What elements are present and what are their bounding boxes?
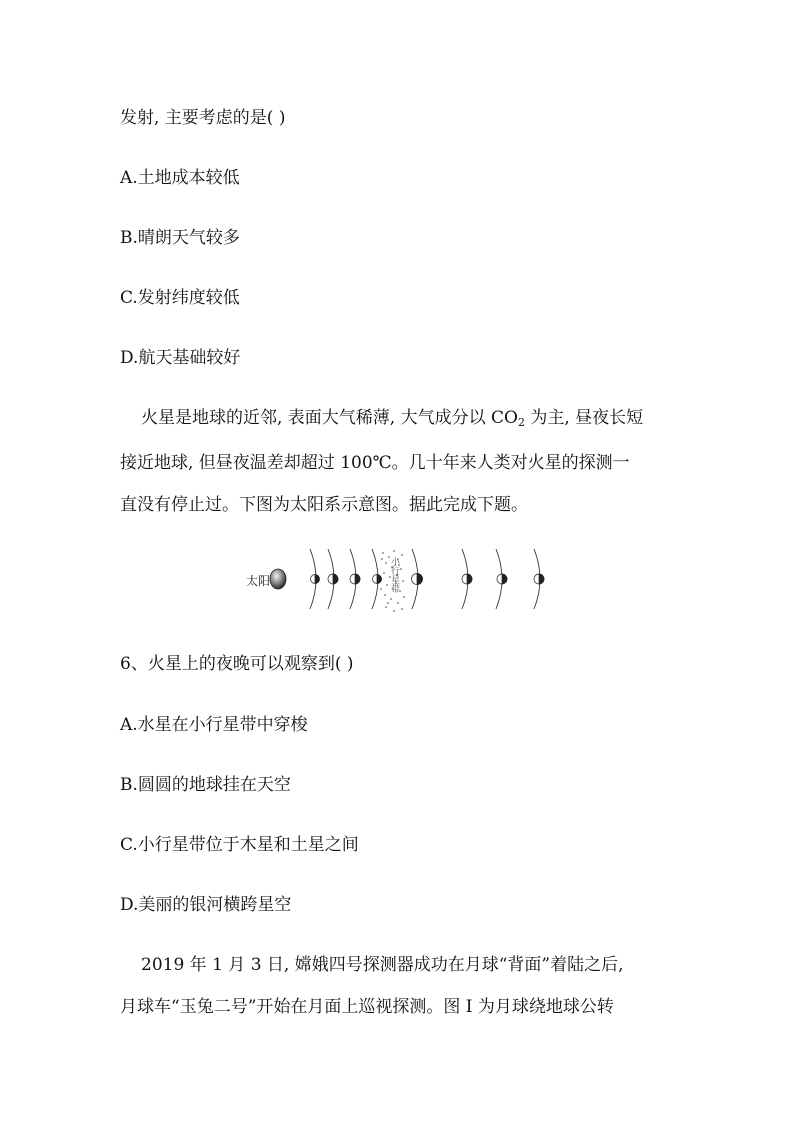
q6-stem: 6、火星上的夜晚可以观察到( ) [120, 654, 354, 674]
passage2-line-1: 2019 年 1 月 3 日, 嫦娥四号探测器成功在月球“背面”着陆之后, [141, 955, 624, 975]
passage-line-3: 直没有停止过。下图为太阳系示意图。据此完成下题。 [120, 495, 528, 515]
q5-option-b: B.晴朗天气较多 [120, 228, 240, 248]
passage-line-1 [141, 406, 643, 435]
planet-mars [373, 575, 382, 584]
planet-jupiter [412, 574, 423, 585]
passage2-line-2: 月球车“玉兔二号”开始在月面上巡视探测。图 I 为月球绕地球公转 [120, 997, 614, 1017]
planet-saturn [462, 574, 472, 584]
q5-option-a: A.土地成本较低 [120, 168, 240, 188]
passage-line-1-subscript: 2 [517, 416, 525, 429]
passage-line-1-a: 火星是地球的近邻, 表面大气稀薄, 大气成分以 CO [141, 408, 518, 428]
q5-option-d: D.航天基础较好 [120, 348, 241, 368]
passage-line-1-b: 为主, 昼夜长短 [524, 408, 644, 428]
planet-venus [328, 574, 338, 584]
planet-uranus [497, 574, 507, 584]
q6-option-d: D.美丽的银河横跨星空 [120, 895, 292, 915]
q6-option-a: A.水星在小行星带中穿梭 [120, 715, 308, 735]
sun-label: 太阳 [246, 574, 271, 588]
sun-icon [270, 569, 286, 589]
asteroid-belt-label: 小行星带 [389, 557, 399, 593]
q5-option-c: C.发射纬度较低 [120, 288, 240, 308]
solar-system-diagram [240, 545, 560, 617]
planet-mercury [311, 575, 320, 584]
passage-line-2: 接近地球, 但昼夜温差却超过 100℃。几十年来人类对火星的探测一 [120, 453, 630, 473]
q6-option-b: B.圆圆的地球挂在天空 [120, 775, 291, 795]
q5-stem-tail: 发射, 主要考虑的是( ) [120, 108, 286, 128]
q6-option-c: C.小行星带位于木星和土星之间 [120, 835, 359, 855]
planet-earth [350, 574, 360, 584]
planet-neptune [534, 574, 544, 584]
planets [311, 574, 545, 585]
